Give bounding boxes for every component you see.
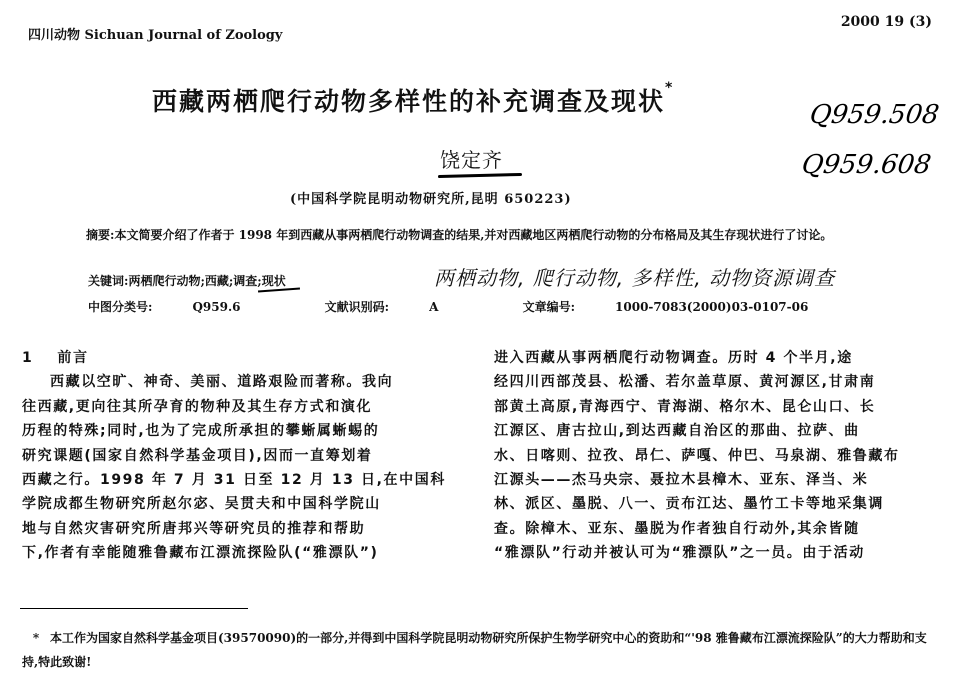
- text-line: 下,作者有幸能随雅鲁藏布江漂流探险队(“雅漂队”): [22, 545, 379, 562]
- keywords-label: 关键词:: [88, 274, 129, 288]
- keywords-text: 两栖爬行动物;西藏;调查;现状: [128, 274, 286, 288]
- author-affiliation: (中国科学院昆明动物研究所,昆明 650223): [290, 192, 572, 207]
- text-line: 历程的特殊;同时,也为了完成所承担的攀蜥属蜥蜴的: [22, 423, 380, 440]
- text-line: 水、日喀则、拉孜、昂仁、萨嘎、仲巴、马泉湖、雅鲁藏布: [494, 447, 900, 464]
- text-line: 江源区、唐古拉山,到达西藏自治区的那曲、拉萨、曲: [494, 423, 860, 440]
- keywords-row: [88, 272, 286, 289]
- footnote-divider: [20, 608, 248, 609]
- text-line: 学院成都生物研究所赵尔宓、吴贯夫和中国科学院山: [22, 496, 381, 513]
- footnote: [22, 626, 942, 674]
- text-line: 地与自然灾害研究所唐邦兴等研究员的推荐和帮助: [22, 520, 366, 537]
- text-line: 江源头——杰马央宗、聂拉木县樟木、亚东、泽当、米: [494, 472, 869, 489]
- text-line: 往西藏,更向往其所孕育的物种及其生存方式和演化: [22, 398, 373, 415]
- clc-number: 中图分类号: Q959.6: [88, 300, 241, 314]
- issue-info: 2000 19 (3): [840, 14, 932, 30]
- handwritten-class-code-2: Q959.608: [799, 150, 933, 180]
- text-line: 西藏之行。1998 年 7 月 31 日至 12 月 13 日,在中国科: [22, 472, 446, 489]
- section-heading: 1 前言: [22, 350, 89, 366]
- text-line: 查。除樟木、亚东、墨脱为作者独自行动外,其余皆随: [494, 520, 860, 537]
- text-line: 西藏以空旷、神奇、美丽、道路艰险而著称。我向: [50, 374, 394, 391]
- abstract: [60, 222, 920, 248]
- journal-name: 四川动物 Sichuan Journal of Zoology: [28, 28, 283, 43]
- text-line: 进入西藏从事两栖爬行动物调查。历时 4 个半月,途: [494, 350, 853, 366]
- article-number: 文章编号: 1000-7083(2000)03-0107-06: [522, 300, 809, 314]
- abstract-label: 摘要:: [86, 228, 115, 242]
- author-name: 饶定齐: [440, 148, 503, 172]
- document-code: 文献识别码: A: [324, 300, 439, 314]
- text-line: “雅漂队”行动并被认可为“雅漂队”之一员。由于活动: [494, 545, 865, 562]
- footnote-mark: *: [32, 631, 40, 645]
- handwritten-class-code-1: Q959.508: [807, 100, 941, 130]
- body-column-right: [494, 346, 928, 566]
- body-column-left: [22, 346, 456, 566]
- title-footnote-mark: *: [665, 80, 675, 96]
- abstract-text: 本文简要介绍了作者于 1998 年到西藏从事两栖爬行动物调查的结果,并对西藏地区两栖爬行动物的分布格局及其生存现状进行了讨论。: [114, 228, 833, 242]
- body-paragraph-left: [22, 370, 456, 565]
- text-line: 部黄土高原,青海西宁、青海湖、格尔木、昆仑山口、长: [494, 398, 876, 415]
- text-line: 林、派区、墨脱、八一、贡布江达、墨竹工卡等地采集调: [494, 496, 884, 513]
- title-text: 西藏两栖爬行动物多样性的补充调查及现状: [152, 87, 666, 116]
- text-line: 研究课题(国家自然科学基金项目),因而一直筹划着: [22, 447, 373, 464]
- handwritten-keywords: 两栖动物, 爬行动物, 多样性, 动物资源调查: [434, 266, 836, 290]
- text-line: 经四川西部茂县、松潘、若尔盖草原、黄河源区,甘肃南: [494, 374, 876, 391]
- classification-row: [88, 298, 888, 315]
- article-title: [152, 82, 674, 118]
- author-handwritten-underline: [438, 173, 522, 178]
- footnote-text: 本工作为国家自然科学基金项目(39570090)的一部分,并得到中国科学院昆明动物研究所保护生物学研究中心的资助和“'98 雅鲁藏布江漂流探险队”的大力帮助和支持,特此致谢!: [22, 631, 927, 669]
